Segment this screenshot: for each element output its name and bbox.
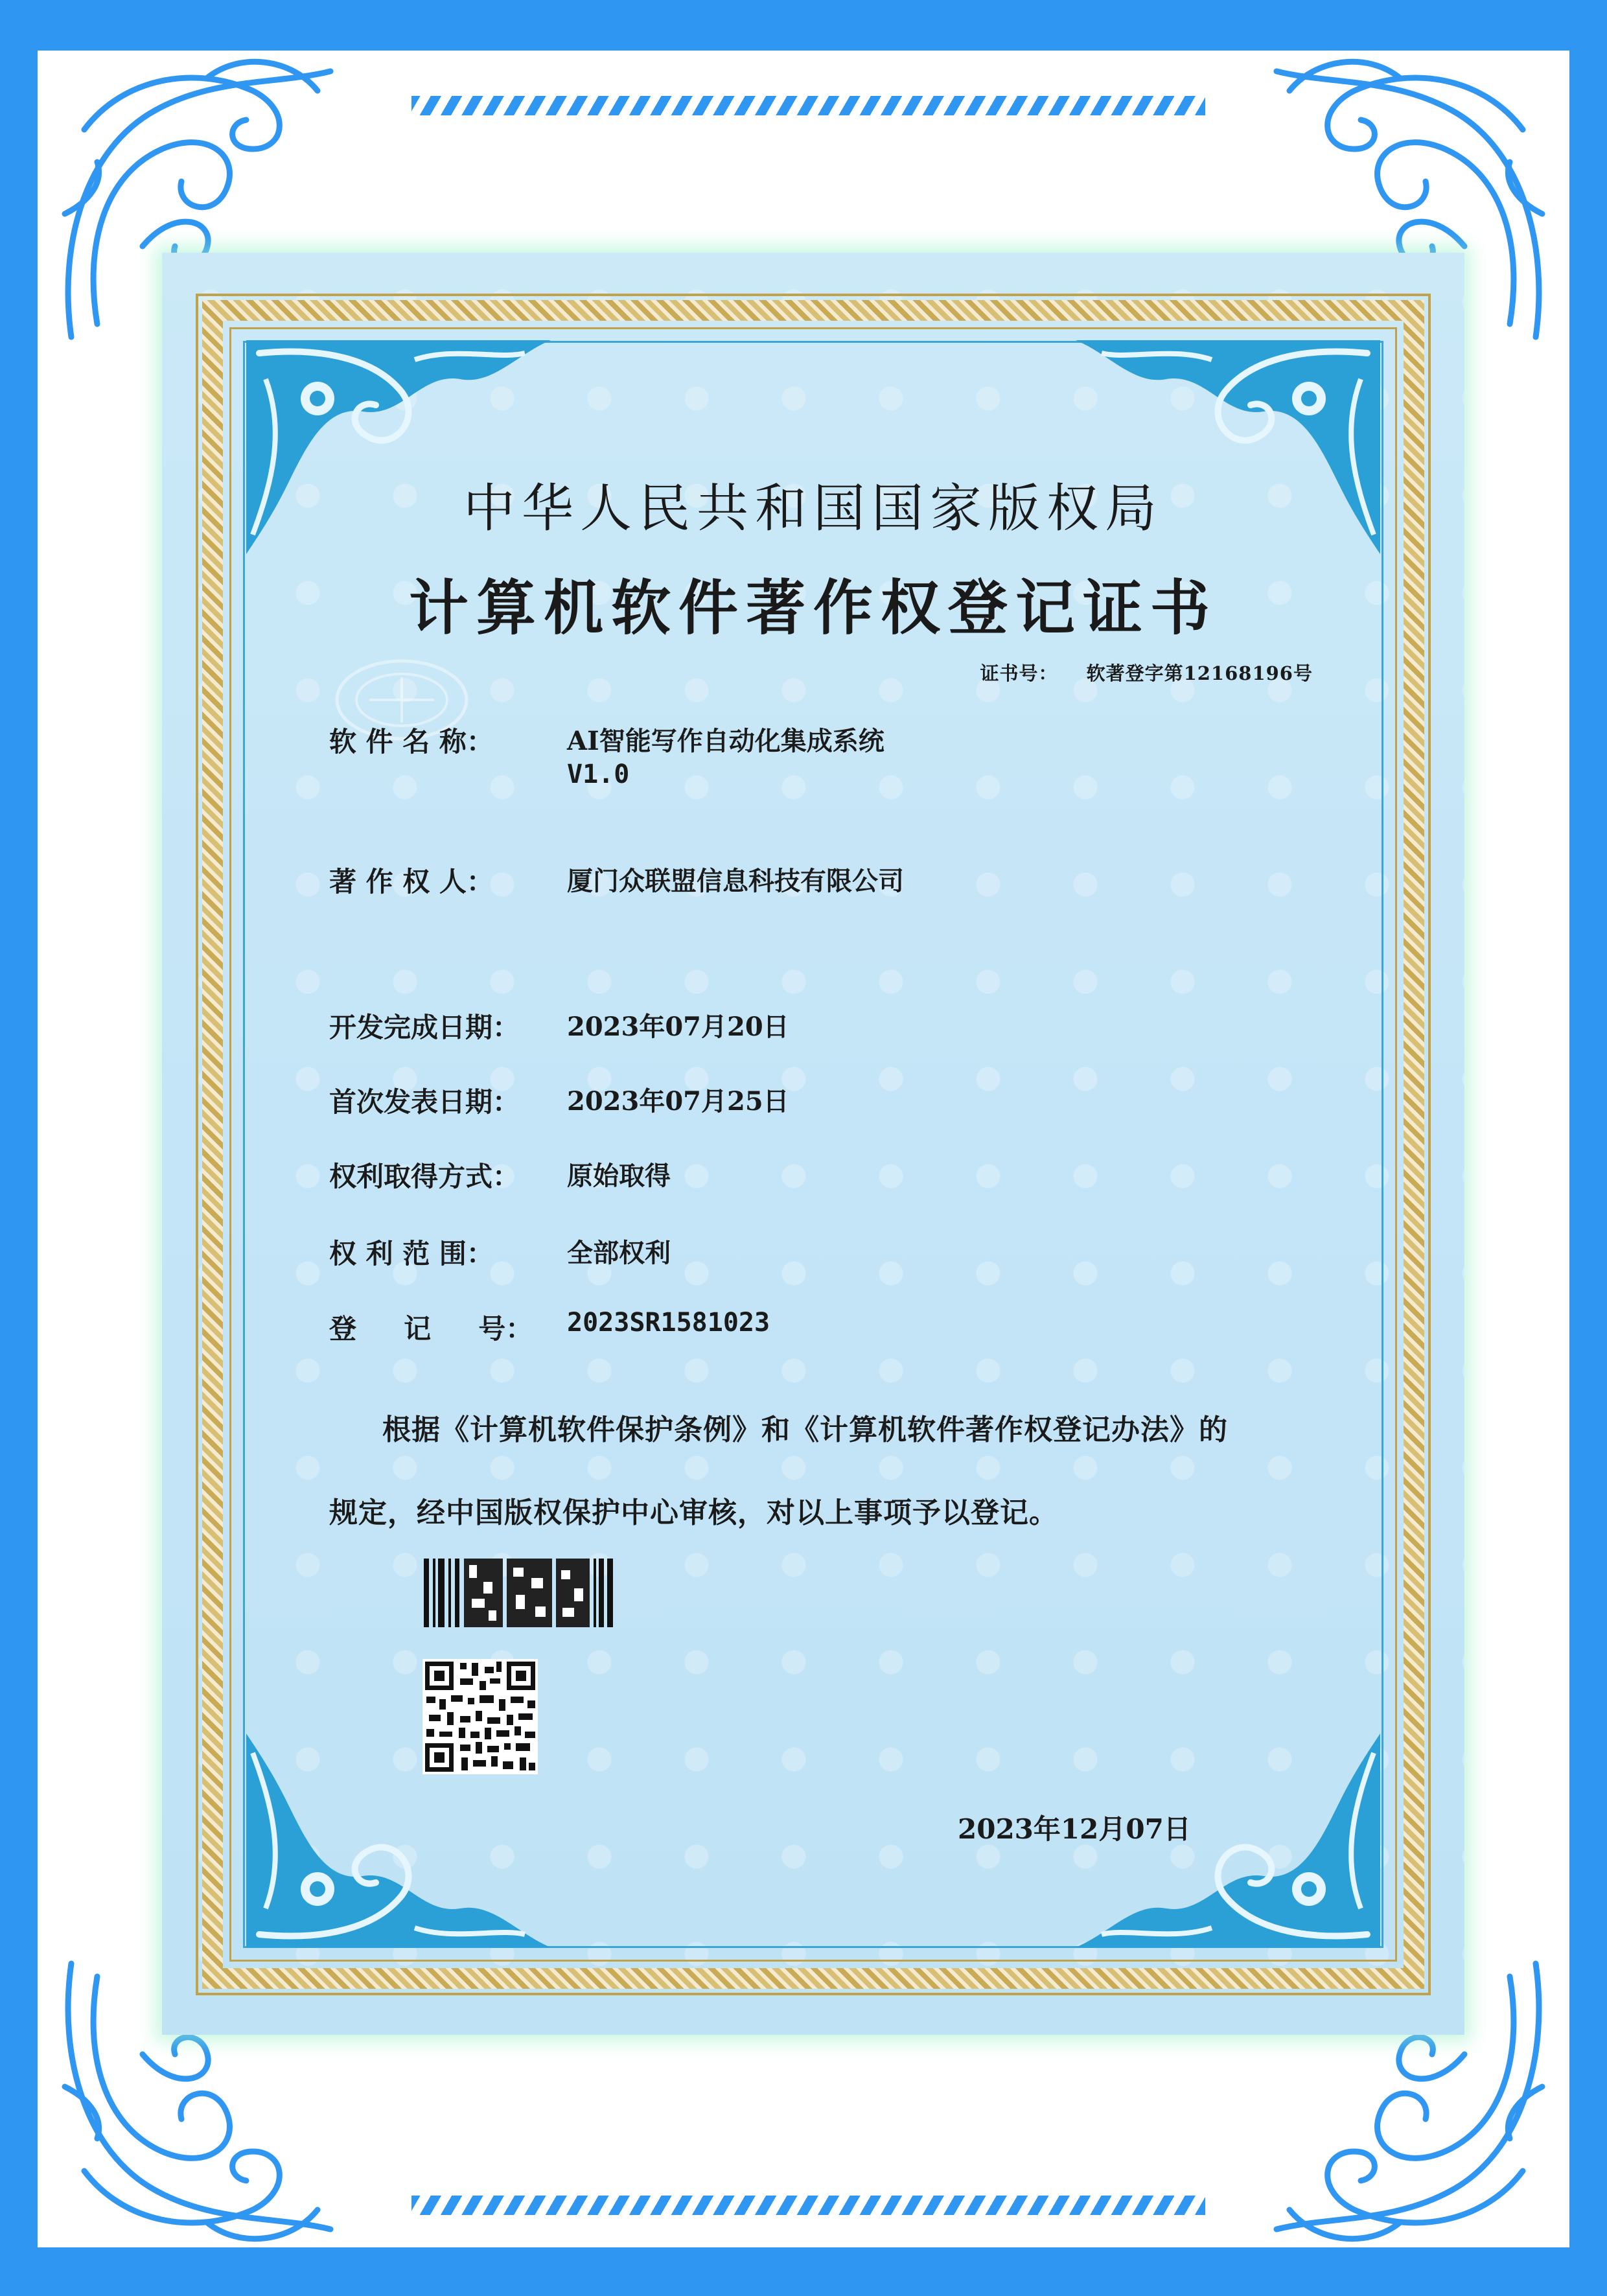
development-date-value: 2023年07月20日	[567, 1012, 789, 1042]
software-name-label: 软 件 名 称：	[329, 726, 494, 758]
publication-date-value: 2023年07月25日	[567, 1086, 789, 1117]
rights-scope-label: 权 利 范 围：	[329, 1238, 494, 1270]
software-version-value: V1.0	[567, 760, 630, 789]
acquisition-method-label: 权利取得方式：	[329, 1161, 520, 1192]
copyright-certificate	[162, 253, 1464, 2035]
qr-code-icon	[422, 1659, 538, 1774]
acquisition-method-value: 原始取得	[567, 1161, 671, 1191]
bottom-stripe-band	[411, 2196, 1205, 2215]
certificate-number	[980, 659, 1313, 686]
certificate-title: 计算机软件著作权登记证书	[408, 573, 1218, 643]
software-name-value: AI智能写作自动化集成系统	[567, 726, 884, 756]
issue-date: 2023年12月07日	[958, 1813, 1191, 1845]
issuing-authority: 中华人民共和国国家版权局	[463, 478, 1163, 539]
rights-scope-value: 全部权利	[567, 1238, 671, 1268]
certificate-number-value: 软著登字第12168196号	[1086, 662, 1313, 684]
publication-date-label: 首次发表日期：	[329, 1086, 520, 1118]
copyright-owner-label: 著 作 权 人：	[329, 866, 494, 898]
legal-statement-line1: 根据《计算机软件保护条例》和《计算机软件著作权登记办法》的	[382, 1413, 1228, 1446]
registration-number-label: 登 记 号：	[329, 1313, 533, 1345]
barcode-icon	[424, 1559, 613, 1627]
registration-number-value: 2023SR1581023	[567, 1308, 770, 1338]
certificate-number-label: 证书号：	[980, 662, 1058, 684]
development-date-label: 开发完成日期：	[329, 1012, 520, 1043]
copyright-owner-value: 厦门众联盟信息科技有限公司	[567, 866, 904, 896]
legal-statement-line2: 规定，经中国版权保护中心审核，对以上事项予以登记。	[329, 1496, 1058, 1529]
top-stripe-band	[411, 96, 1205, 115]
